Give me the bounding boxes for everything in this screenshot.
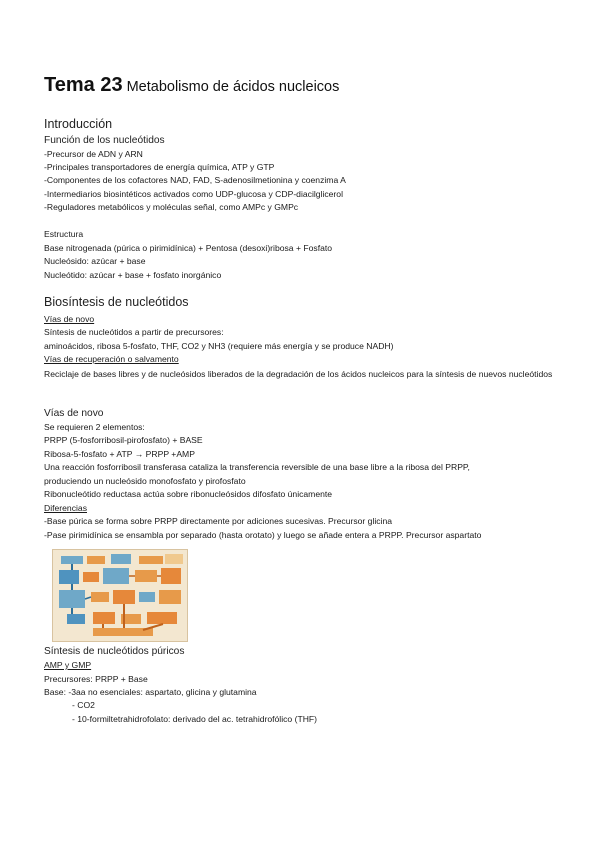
funcion-item: -Intermediarios biosintéticos activados como UDP-glucosa y CDP-diacilglicerol	[44, 189, 343, 199]
estructura-item: Nucleótido: azúcar + base + fosfato inorgánico	[44, 270, 222, 280]
vias-line: Una reacción fosforribosil transferasa cataliza la transferencia reversible de una base libre a la ribosa del PRPP,	[44, 462, 470, 472]
estructura-item: Nucleósido: azúcar + base	[44, 256, 146, 266]
estructura-heading: Estructura	[44, 229, 84, 239]
puricos-sub-item: - CO2	[72, 700, 95, 710]
funcion-item: -Precursor de ADN y ARN	[44, 149, 143, 159]
title-subtitle: Metabolismo de ácidos nucleicos	[126, 79, 340, 95]
puricos-line: Precursores: PRPP + Base	[44, 674, 148, 684]
vias-heading: Vías de novo	[44, 408, 104, 419]
puricos-line: Base: -3aa no esenciales: aspartato, glicina y glutamina	[44, 687, 257, 697]
diferencias-item: -Pase pirimidínica se ensambla por separado (hasta orotato) y luego se añade entera a PRPP. Precursor aspartato	[44, 530, 482, 540]
vias-line: PRPP (5-fosforribosil-pirofosfato) + BASE	[44, 435, 203, 445]
diferencias-label: Diferencias	[44, 503, 87, 513]
puricos-sub-item: - 10-formiltetrahidrofolato: derivado del ac. tetrahidrofólico (THF)	[72, 714, 318, 724]
vias-de-novo-line: aminoácidos, ribosa 5-fosfato, THF, CO2 y NH3 (requiere más energía y se produce NADH)	[44, 341, 394, 351]
vias-line: Ribonucleótido reductasa actúa sobre ribonucleósidos difosfato únicamente	[44, 489, 333, 499]
funcion-item: -Principales transportadores de energía química, ATP y GTP	[44, 162, 275, 172]
vias-line: Ribosa-5-fosfato + ATP → PRPP +AMP	[44, 449, 195, 459]
section-heading-biosintesis: Biosíntesis de nucleótidos	[44, 295, 189, 309]
recuperacion-text: Reciclaje de bases libres y de nucleósidos liberados de la degradación de los ácidos nucleicos para la síntesis de nuevos nucleótidos	[44, 369, 553, 379]
amp-gmp-label: AMP y GMP	[44, 660, 92, 670]
vias-line: Se requieren 2 elementos:	[44, 422, 145, 432]
vias-line: produciendo un nucleósido monofosfato y pirofosfato	[44, 476, 246, 486]
vias-de-novo-line: Síntesis de nucleótidos a partir de precursores:	[44, 327, 224, 337]
metabolic-pathway-figure	[52, 549, 188, 642]
recuperacion-label: Vías de recuperación o salvamento	[44, 354, 179, 364]
funcion-heading: Función de los nucleótidos	[44, 135, 165, 146]
estructura-item: Base nitrogenada (púrica o pirimidínica) + Pentosa (desoxi)ribosa + Fosfato	[44, 243, 333, 253]
page-title	[44, 74, 339, 97]
pathway-diagram-graphic	[53, 550, 187, 641]
funcion-item: -Reguladores metabólicos y moléculas señal, como AMPc y GMPc	[44, 202, 299, 212]
vias-de-novo-label: Vías de novo	[44, 314, 95, 324]
title-tema: Tema 23	[44, 74, 123, 96]
section-heading-puricos: Síntesis de nucleótidos púricos	[44, 646, 185, 657]
funcion-item: -Componentes de los cofactores NAD, FAD, S-adenosilmetionina y coenzima A	[44, 175, 346, 185]
diferencias-item: -Base púrica se forma sobre PRPP directamente por adiciones sucesivas. Precursor glicina	[44, 516, 393, 526]
section-heading-introduccion: Introducción	[44, 117, 113, 131]
